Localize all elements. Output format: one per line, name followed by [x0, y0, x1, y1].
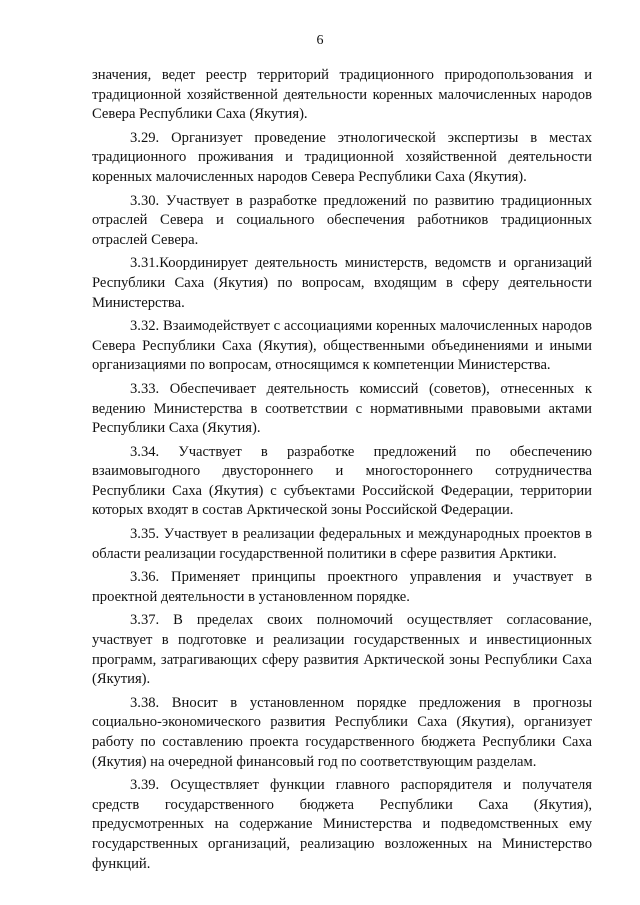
paragraph-3-39: 3.39. Осуществляет функции главного распорядителя и получателя средств государственного бюджета Республики Саха (Якутия), предусмотренных на содержание Министерства и подведомственных ему государственных организаций, реализацию возложенных на Министерство функций.: [92, 777, 592, 872]
paragraph-3-38: 3.38. Вносит в установленном порядке предложения в прогнозы социально-экономического развития Республики Саха (Якутия), организует работу по составлению проекта государственного бюджета Республики Саха (Якутия) на очередной финансовый год по соответствующим разделам.: [92, 694, 592, 770]
paragraph-3-32: 3.32. Взаимодействует с ассоциациями коренных малочисленных народов Севера Республики Саха (Якутия), общественными объединениями и иными организациями по вопросам, относящимся к компетенции Министерства.: [92, 318, 592, 374]
paragraph-3-36: 3.36. Применяет принципы проектного управления и участвует в проектной деятельности в установленном порядке.: [92, 569, 592, 605]
paragraph-3-35: 3.35. Участвует в реализации федеральных и международных проектов в области реализации государственной политики в сфере развития Арктики.: [92, 526, 592, 562]
paragraph-3-29: 3.29. Организует проведение этнологической экспертизы в местах традиционного проживания и традиционной хозяйственной деятельности коренных малочисленных народов Севера Республики Саха (Якутия).: [92, 129, 592, 185]
paragraph-3-33: 3.33. Обеспечивает деятельность комиссий (советов), отнесенных к ведению Министерства в соответствии с нормативными правовыми актами Республики Саха (Якутия).: [92, 380, 592, 437]
paragraph-3-30: 3.30. Участвует в разработке предложений по развитию традиционных отраслей Севера и социального обеспечения работников традиционных отраслей Севера.: [92, 192, 592, 248]
document-body: [92, 66, 592, 878]
paragraph-continuation: значения, ведет реестр территорий традиционного природопользования и традиционной хозяйственной деятельности коренных малочисленных народов Севера Республики Саха (Якутия).: [92, 67, 592, 123]
paragraph-3-31: 3.31.Координирует деятельность министерств, ведомств и организаций Республики Саха (Якутия) по вопросам, входящим в сферу деятельности Министерства.: [92, 255, 592, 311]
page-number: 6: [316, 33, 324, 48]
paragraph-3-37: 3.37. В пределах своих полномочий осуществляет согласование, участвует в подготовке и реализации государственных и инвестиционных программ, затрагивающих сферу развития Арктической зоны Республики Саха (Якутия).: [92, 612, 592, 688]
paragraph-3-34: 3.34. Участвует в разработке предложений по обеспечению взаимовыгодного двустороннего и многостороннего сотрудничества Республики Саха (Якутия) с субъектами Российской Федерации, территории которых входят в состав Арктической зоны Российской Федерации.: [92, 443, 592, 519]
